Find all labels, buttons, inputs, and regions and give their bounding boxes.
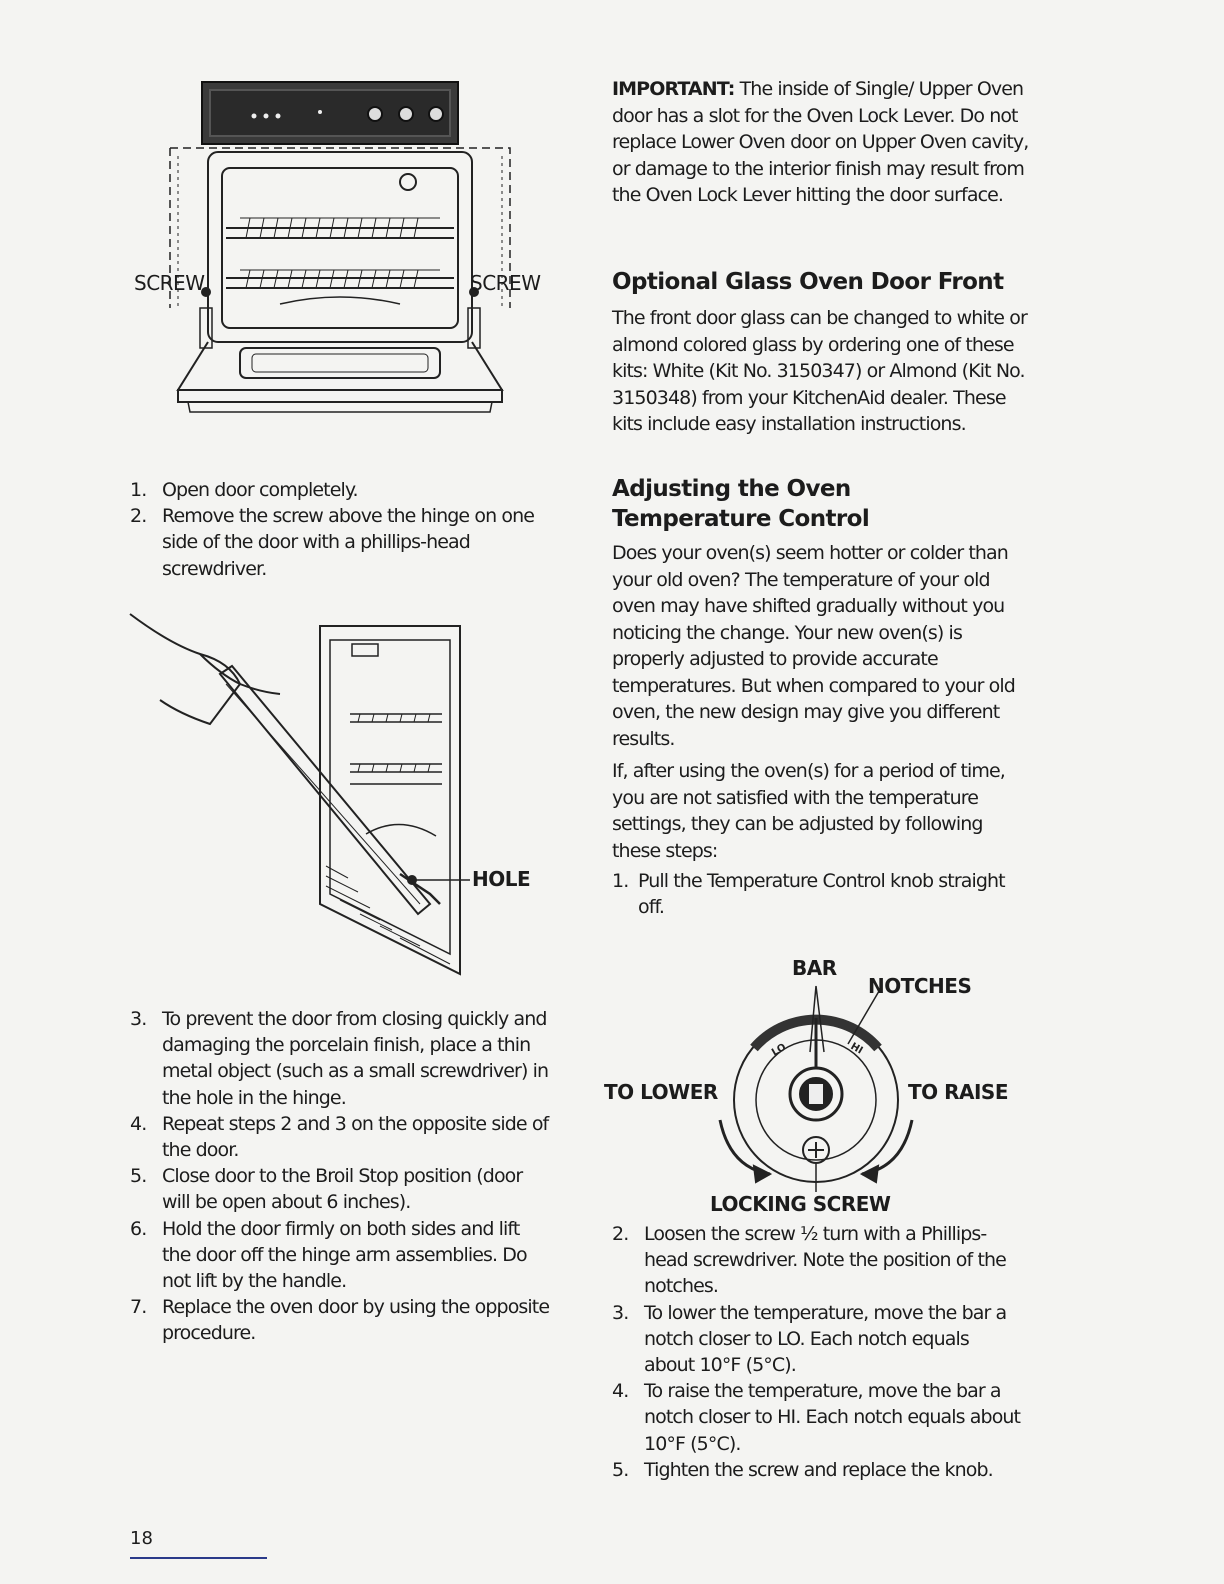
step-item (612, 1300, 1022, 1379)
temperature-knob-illustration (604, 952, 1024, 1222)
step-item (130, 503, 550, 582)
step-number: 7. (130, 1296, 147, 1319)
to-raise-label: TO RAISE (908, 1080, 1008, 1104)
important-paragraph (612, 76, 1032, 209)
step-text: To prevent the door from closing quickly and damaging the porcelain finish, place a thin metal object (such as a small screwdriver) in the hole in the hinge. (162, 1008, 549, 1109)
screw-label-left: SCREW (134, 271, 205, 295)
glass-door-section (612, 267, 1032, 438)
screw-label-right: SCREW (470, 271, 541, 295)
step-number: 2. (130, 505, 147, 528)
step-item (130, 1216, 550, 1295)
important-lead: IMPORTANT: (612, 78, 735, 100)
step-text: Replace the oven door by using the opposite procedure. (162, 1296, 550, 1345)
steps-list-a (130, 477, 550, 582)
oven-front-illustration (130, 78, 550, 418)
oven-front-drawing (130, 78, 550, 418)
step-item (612, 1221, 1022, 1300)
steps-list-c (612, 868, 1032, 920)
step-number: 2. (612, 1223, 629, 1245)
step-text: Close door to the Broil Stop position (door will be open about 6 inches). (162, 1165, 523, 1214)
step-text: Repeat steps 2 and 3 on the opposite side of the door. (162, 1112, 549, 1162)
step-text: To lower the temperature, move the bar a notch closer to LO. Each notch equals about 10°F (5°C). (644, 1301, 1007, 1377)
step-number: 1. (130, 479, 147, 501)
steps-list-d-container (612, 1221, 1022, 1483)
step-text: Pull the Temperature Control knob straight off. (638, 870, 1005, 919)
notches-label: NOTCHES (868, 974, 972, 998)
step-item (130, 1006, 550, 1111)
adjust-temp-heading-line2: Temperature Control (612, 506, 870, 532)
steps-list-a-container (130, 477, 550, 582)
to-lower-label: TO LOWER (604, 1080, 718, 1104)
step-item (130, 1294, 550, 1346)
step-number: 1. (612, 870, 629, 892)
page-number: 18 (130, 1528, 153, 1549)
steps-list-b (130, 1006, 550, 1347)
page-rule (130, 1557, 267, 1559)
step-item (130, 1163, 550, 1215)
bar-label: BAR (792, 956, 837, 980)
locking-screw-label: LOCKING SCREW (710, 1192, 891, 1216)
step-number: 6. (130, 1217, 147, 1240)
dial-lo-text: LO (770, 1041, 789, 1059)
step-text: To raise the temperature, move the bar a notch closer to HI. Each notch equals about 10°F (5°C). (644, 1380, 1021, 1455)
step-number: 5. (130, 1165, 147, 1188)
step-text: Tighten the screw and replace the knob. (644, 1458, 993, 1481)
step-number: 4. (612, 1380, 629, 1403)
step-text: Hold the door firmly on both sides and lift the door off the hinge arm assemblies. Do not lift by the handle. (162, 1217, 527, 1293)
adjust-temp-heading-line1: Adjusting the Oven (612, 476, 851, 502)
glass-door-heading: Optional Glass Oven Door Front (612, 269, 1004, 295)
steps-list-d (612, 1221, 1022, 1483)
adjust-temp-section (612, 474, 1032, 920)
hole-label: HOLE (472, 867, 531, 891)
step-number: 4. (130, 1112, 147, 1135)
important-note (612, 76, 1032, 209)
glass-door-body: The front door glass can be changed to white or almond colored glass by ordering one of these kits: White (Kit No. 3150347) or Almond (Kit No. 3150348) from your KitchenAid dealer. These kits include easy installation instructions. (612, 307, 1027, 435)
step-item (612, 1378, 1022, 1457)
important-text: The inside of Single/ Upper Oven door has a slot for the Oven Lock Lever. Do not replace Lower Oven door on Upper Oven cavity, or damage to the interior finish may result from the Oven Lock Lever hitting the door surface. (612, 78, 1029, 206)
step-item (130, 477, 550, 503)
adjust-temp-para2: If, after using the oven(s) for a period of time, you are not satisfied with the temperature settings, they can be adjusted by following these steps: (612, 760, 1005, 862)
step-text: Loosen the screw ½ turn with a Phillips-head screwdriver. Note the position of the notches. (644, 1223, 1006, 1298)
dial-hi-text: HI (848, 1041, 865, 1057)
step-text: Open door completely. (162, 479, 358, 501)
step-text: Remove the screw above the hinge on one side of the door with a phillips-head screwdriver. (162, 505, 535, 580)
door-hinge-drawing (130, 604, 550, 984)
step-number: 5. (612, 1458, 629, 1481)
step-number: 3. (612, 1301, 629, 1324)
adjust-temp-heading (612, 474, 1032, 534)
step-number: 3. (130, 1008, 147, 1030)
adjust-temp-para1: Does your oven(s) seem hotter or colder than your old oven? The temperature of your old oven may have shifted gradually without you noticing the change. Your new oven(s) is properly adjusted to provide accurate temperatures. But when compared to your old oven, the new design may give you different results. (612, 542, 1015, 750)
step-item (130, 1111, 550, 1163)
step-item (612, 1457, 1022, 1483)
door-hinge-illustration (130, 604, 550, 984)
steps-list-b-container (130, 1006, 550, 1347)
step-item (612, 868, 1032, 920)
